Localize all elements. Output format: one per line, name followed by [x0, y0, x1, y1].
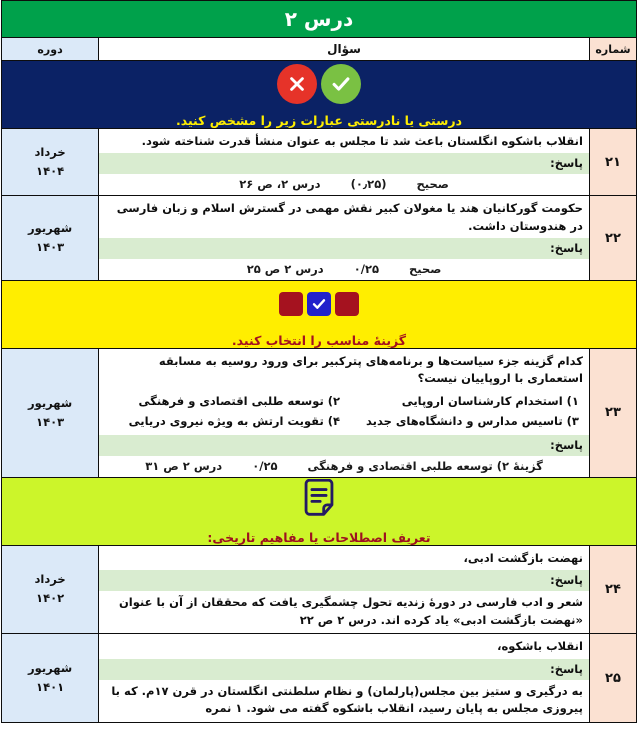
- question-number-24: ۲۴: [589, 545, 636, 634]
- answer-text-24: شعر و ادب فارسی در دورۀ زندیه تحول چشمگیری یافت که محققان از آن با عنوان «نهضت بازگشت ادبی» یاد کرده اند. درس ۲ ص ۲۲: [118, 594, 583, 627]
- question-body-23: [99, 348, 590, 477]
- multiple-choice-icon-group: [2, 281, 636, 327]
- question-body-22: [99, 196, 590, 281]
- answer-score-23: ۰/۲۵: [252, 458, 278, 473]
- red-square-icon-2: [279, 292, 303, 316]
- question-period-25: [2, 634, 99, 723]
- section-banner-true-false-row: [2, 61, 637, 129]
- question-stem-25: انقلاب باشکوه،: [497, 639, 583, 654]
- question-period-21: [2, 129, 99, 196]
- question-stem-23: کدام گزینه جزء سیاست‌ها و برنامه‌های پترکبیر برای ورود روسیه به مسابقه استعماری با اروپاییان نیست؟: [158, 353, 583, 385]
- question-row-23: [2, 348, 637, 477]
- question-stem-24: نهضت بازگشت ادبی،: [463, 550, 583, 565]
- lesson-title-row: [2, 1, 637, 38]
- question-body-25: [99, 634, 590, 723]
- answer-label-25: پاسخ:: [99, 659, 589, 680]
- answer-label-23: پاسخ:: [99, 435, 589, 456]
- question-row-25: [2, 634, 637, 723]
- column-header-row: [2, 38, 637, 61]
- blue-check-square-icon: [307, 292, 331, 316]
- answer-reference-21: درس ۲، ص ۲۶: [239, 177, 321, 192]
- period-month-23: شهریور: [27, 395, 73, 410]
- section-banner-definitions: [2, 477, 637, 545]
- page-title: درس ۲: [2, 1, 637, 38]
- option-4[interactable]: ۴) تقویت ارتش به ویژه نیروی دریایی: [128, 414, 341, 429]
- option-1[interactable]: ۱) استخدام کارشناسان اروپایی: [401, 394, 579, 409]
- answer-value-21: صحیح: [416, 177, 449, 192]
- exam-table: [1, 0, 637, 723]
- answer-score-22: ۰/۲۵: [353, 261, 379, 276]
- question-number-21: ۲۱: [589, 129, 636, 196]
- answer-value-22: صحیح: [408, 261, 442, 276]
- question-number-23: ۲۳: [589, 348, 636, 477]
- question-period-23: [2, 348, 99, 477]
- section-banner-multiple-choice-row: [2, 280, 637, 348]
- question-row-24: [2, 545, 637, 634]
- period-month-24: خرداد: [34, 572, 66, 587]
- answer-value-23: گزینۀ ۲) توسعه طلبی اقتصادی و فرهنگی: [307, 458, 543, 473]
- section-banner-definitions-row: [2, 477, 637, 545]
- period-year-24: ۱۴۰۲: [36, 591, 65, 606]
- question-stem-22: حکومت گورکانیان هند یا مغولان کبیر نقش مهمی در گسترش اسلام و زبان فارسی در هندوستان داشت.: [116, 201, 583, 233]
- question-row-22: [2, 196, 637, 281]
- answer-reference-22: درس ۲ ص ۲۵: [246, 261, 324, 276]
- question-period-24: [2, 545, 99, 634]
- option-row-2: [105, 411, 583, 431]
- section-banner-true-false-text: درستی یا نادرستی عبارات زیر را مشخص کنید.: [175, 113, 463, 128]
- period-year-23: ۱۴۰۳: [36, 414, 65, 429]
- column-header-period: دوره: [2, 38, 99, 61]
- note-document-icon: [300, 479, 338, 523]
- answer-score-21: (۰٫۲۵): [350, 177, 387, 192]
- period-month-25: شهریور: [27, 661, 73, 676]
- definitions-icon-group: [2, 478, 636, 524]
- option-row-1: [105, 391, 583, 411]
- answer-reference-23: درس ۲ ص ۳۱: [145, 458, 223, 473]
- answer-detail-21: [99, 174, 589, 195]
- period-year-25: ۱۴۰۱: [36, 680, 65, 695]
- question-number-25: ۲۵: [589, 634, 636, 723]
- option-3[interactable]: ۳) تاسیس مدارس و دانشگاه‌های جدید: [366, 414, 579, 429]
- red-square-icon: [335, 292, 359, 316]
- true-false-icon-group: [2, 61, 636, 107]
- cross-circle-icon: [277, 64, 317, 104]
- section-banner-multiple-choice-text: گزینهٔ مناسب را انتخاب کنید.: [231, 332, 407, 348]
- option-2[interactable]: ۲) توسعه طلبی اقتصادی و فرهنگی: [138, 394, 341, 409]
- question-stem-21: انقلاب باشکوه انگلستان باعث شد تا مجلس به عنوان منشأ قدرت شناخته شود.: [141, 134, 583, 148]
- answer-label-21: پاسخ:: [99, 153, 589, 174]
- period-month-22: شهریور: [27, 221, 73, 236]
- period-year-22: ۱۴۰۳: [36, 240, 65, 254]
- question-body-24: [99, 545, 590, 634]
- check-circle-icon: [321, 64, 361, 104]
- answer-detail-23: [99, 456, 589, 477]
- answer-label-22: پاسخ:: [99, 238, 589, 259]
- period-year-21: ۱۴۰۴: [36, 164, 65, 179]
- question-row-21: [2, 129, 637, 196]
- section-banner-definitions-text: تعریف اصطلاحات یا مفاهیم تاریخی:: [207, 529, 431, 545]
- question-number-22: ۲۲: [589, 196, 636, 281]
- answer-text-25: به درگیری و ستیز بین مجلس(پارلمان) و نظام سلطنتی انگلستان در قرن ۱۷م. که با پیروزی مجلس به پایان رسید، انقلاب باشکوه گفته می شود. ۱ نمره: [111, 683, 583, 716]
- column-header-question: سؤال: [99, 38, 590, 61]
- section-banner-true-false: [2, 61, 637, 129]
- column-header-number: شماره: [589, 38, 636, 61]
- section-banner-multiple-choice: [2, 280, 637, 348]
- question-period-22: [2, 196, 99, 281]
- question-options-23: [99, 390, 589, 434]
- answer-label-24: پاسخ:: [99, 570, 589, 591]
- question-body-21: [99, 129, 590, 196]
- period-month-21: خرداد: [34, 145, 66, 160]
- answer-detail-22: [99, 259, 589, 280]
